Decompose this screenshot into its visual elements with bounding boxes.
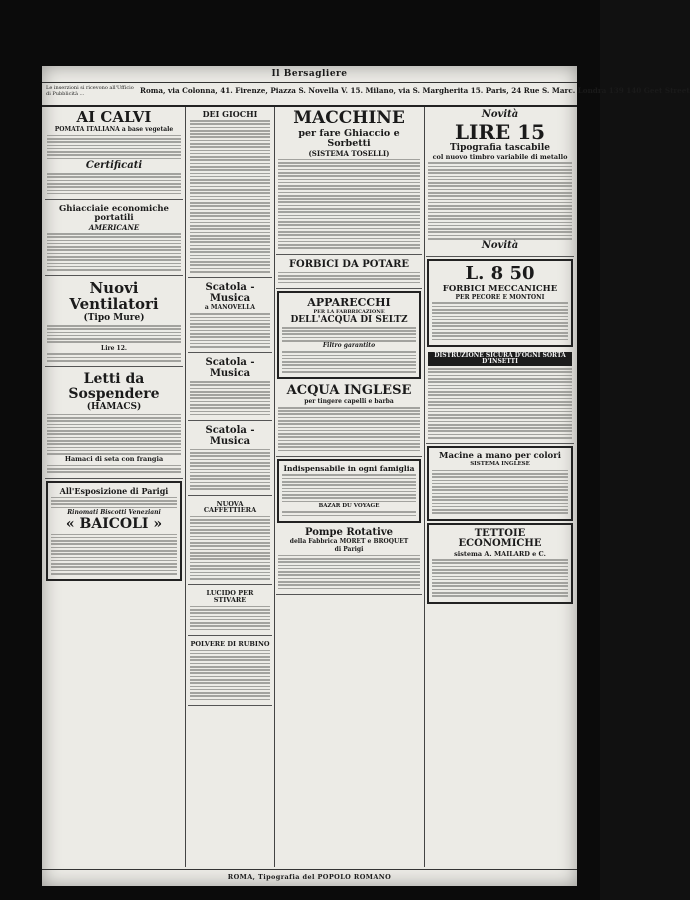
body-text [278, 159, 420, 249]
ad-esposizione [46, 481, 182, 582]
body-text [190, 606, 270, 631]
ad-subhead: Tipografia tascabile [449, 142, 550, 153]
ad-headline: ACQUA INGLESE [286, 383, 412, 399]
ad-headline: Scatola - Musica [205, 425, 255, 447]
ad-subhead: PER PECORE E MONTONI [455, 293, 545, 301]
body-text [282, 351, 416, 372]
column-2 [188, 107, 272, 867]
ad-subhead: PER LA FABBRICAZIONE [313, 308, 385, 315]
body-text [47, 233, 181, 271]
body-text [428, 368, 572, 439]
body-text [190, 120, 270, 273]
ad-distruzione-insetti [426, 349, 574, 444]
ad-subhead: BAZAR DU VOYAGE [318, 502, 380, 509]
ad-price: Lire 12. [100, 344, 127, 352]
ad-headline: Macine a mano per colori [439, 451, 561, 462]
ad-macine [427, 446, 573, 520]
ad-headline: Ghiacciaie economiche portatili [59, 204, 169, 224]
ad-headline: DELL'ACQUA DI SELTZ [290, 314, 408, 325]
ad-headline: MACCHINE [293, 108, 405, 128]
ad-tipografia-tascabile [426, 107, 574, 257]
ad-polvere-rubino [188, 638, 272, 706]
masthead: Il Bersagliere [42, 66, 577, 83]
ad-subhead: Rinomati Biscotti Veneziani [67, 508, 161, 516]
ad-headline: POLVERE DI RUBINO [190, 640, 270, 648]
ad-headline: DEI GIOCHI [202, 109, 258, 119]
ad-headline: Nuovi Ventilatori [69, 279, 159, 314]
ad-subhead: Certificati [85, 159, 143, 171]
ad-subhead: SISTEMA INGLESE [470, 461, 530, 468]
ad-ventilatori [45, 278, 183, 367]
ad-headline: Scatola - Musica [205, 282, 255, 304]
body-text [47, 353, 181, 361]
ad-headline: LIRE 15 [454, 119, 546, 144]
footer-imprint: ROMA, Tipografia del POPOLO ROMANO [42, 869, 577, 884]
ad-headline: FORBICI DA POTARE [288, 258, 410, 270]
column-rule [274, 107, 275, 867]
body-text [282, 327, 416, 342]
body-text [190, 381, 270, 415]
ad-subhead: della Fabbrica MORET e BROQUET [289, 538, 409, 546]
ad-lucido [188, 587, 272, 636]
body-text [47, 414, 181, 455]
ad-macchine-ghiaccio [276, 107, 422, 255]
ad-subhead: sistema A. MAILARD e C. [454, 549, 546, 558]
ad-subhead: (SISTEMA TOSELLI) [308, 148, 390, 158]
ad-subhead: per fare Ghiaccio e Sorbetti [298, 127, 400, 149]
ad-headline: TETTOIE ECONOMICHE [458, 527, 542, 550]
ad-subhead: per tingere capelli e barba [304, 397, 394, 405]
ad-headline: Indispensabile in ogni famiglia [283, 463, 415, 473]
newspaper-page [42, 66, 690, 886]
body-text [432, 470, 568, 514]
ad-subhead: Filtro garantito [322, 342, 376, 350]
ad-headline: « BAICOLI » [65, 516, 163, 533]
ad-ghiacciaie [45, 202, 183, 276]
body-text [47, 135, 181, 160]
body-text [190, 449, 270, 490]
ad-subhead: di Parigi [334, 545, 364, 553]
ad-forbici-potare [276, 257, 422, 289]
ad-subhead: (HAMACS) [86, 401, 142, 412]
ad-acqua-inglese [276, 381, 422, 457]
body-text [278, 272, 420, 283]
body-text [278, 407, 420, 451]
ad-tettoie [427, 523, 573, 604]
body-text [47, 465, 181, 473]
ad-ai-calvi [45, 107, 183, 200]
column-3 [276, 107, 422, 867]
column-rule [185, 107, 186, 867]
ad-subhead: AMERICANE [88, 222, 140, 232]
body-text [282, 511, 416, 516]
ad-forbici-meccaniche [427, 259, 573, 347]
ad-pompe-rotative [276, 525, 422, 595]
address-bar [42, 83, 690, 107]
ad-kicker: Novità [481, 240, 519, 252]
ad-headline: NUOVA CAFFETTIERA [203, 499, 257, 515]
ad-caffettiera [188, 498, 272, 586]
ad-kicker: Novità [481, 109, 519, 120]
ad-subhead: POMATA ITALIANA a base vegetale [54, 125, 174, 133]
ad-headline: L. 8 50 [465, 262, 535, 284]
body-text [190, 650, 270, 701]
ad-subhead: (Tipo Mure) [83, 312, 145, 323]
ad-headline: Scatola - Musica [205, 357, 255, 379]
body-text [47, 173, 181, 194]
ad-headline: LUCIDO PER STIVARE [206, 589, 254, 605]
column-rule [424, 107, 425, 867]
address-right: Roma, via Colonna, 41. Firenze, Piazza S. Novella V. 15. Milano, via S. Margherita 15. Paris, 24 Rue S. Marc. Londra 139 140 Geet Street [140, 86, 690, 95]
ad-subhead: FORBICI MECCANICHE [442, 283, 558, 294]
body-text [190, 516, 270, 580]
ad-scatola-musica-3 [188, 423, 272, 495]
ad-indispensabile [277, 459, 421, 523]
body-text [428, 162, 572, 239]
ad-scatola-musica-2 [188, 355, 272, 421]
column-1 [45, 107, 183, 867]
ad-subhead: col nuovo timbro variabile di metallo [432, 152, 568, 161]
body-text [432, 302, 568, 340]
body-text [51, 534, 177, 575]
column-4 [426, 107, 574, 867]
ad-headline: Pompe Rotative [304, 526, 393, 538]
body-text [278, 555, 420, 589]
ad-dei-giochi [188, 107, 272, 278]
ad-headline: AI CALVI [76, 108, 152, 126]
body-text [51, 497, 177, 508]
ad-headline: All'Esposizione di Parigi [59, 485, 169, 496]
ad-subhead: Hamaci di seta con frangia [64, 455, 164, 464]
body-text [190, 313, 270, 347]
ad-headline: DISTRUZIONE SICURA D'OGNI SORTA D'INSETTI [428, 352, 572, 367]
body-text [282, 474, 416, 502]
ad-headline: APPARECCHI [307, 296, 391, 309]
address-left: Le inserzioni si ricevono all'Ufficio di Pubblicità ... [46, 85, 134, 97]
body-text [432, 559, 568, 597]
ad-subhead: a MANOVELLA [204, 304, 256, 312]
ad-apparecchi-seltz [277, 291, 421, 379]
body-text [47, 325, 181, 343]
ad-headline: Letti da Sospendere [68, 371, 160, 402]
ad-letti [45, 369, 183, 479]
ad-scatola-musica-1 [188, 280, 272, 353]
